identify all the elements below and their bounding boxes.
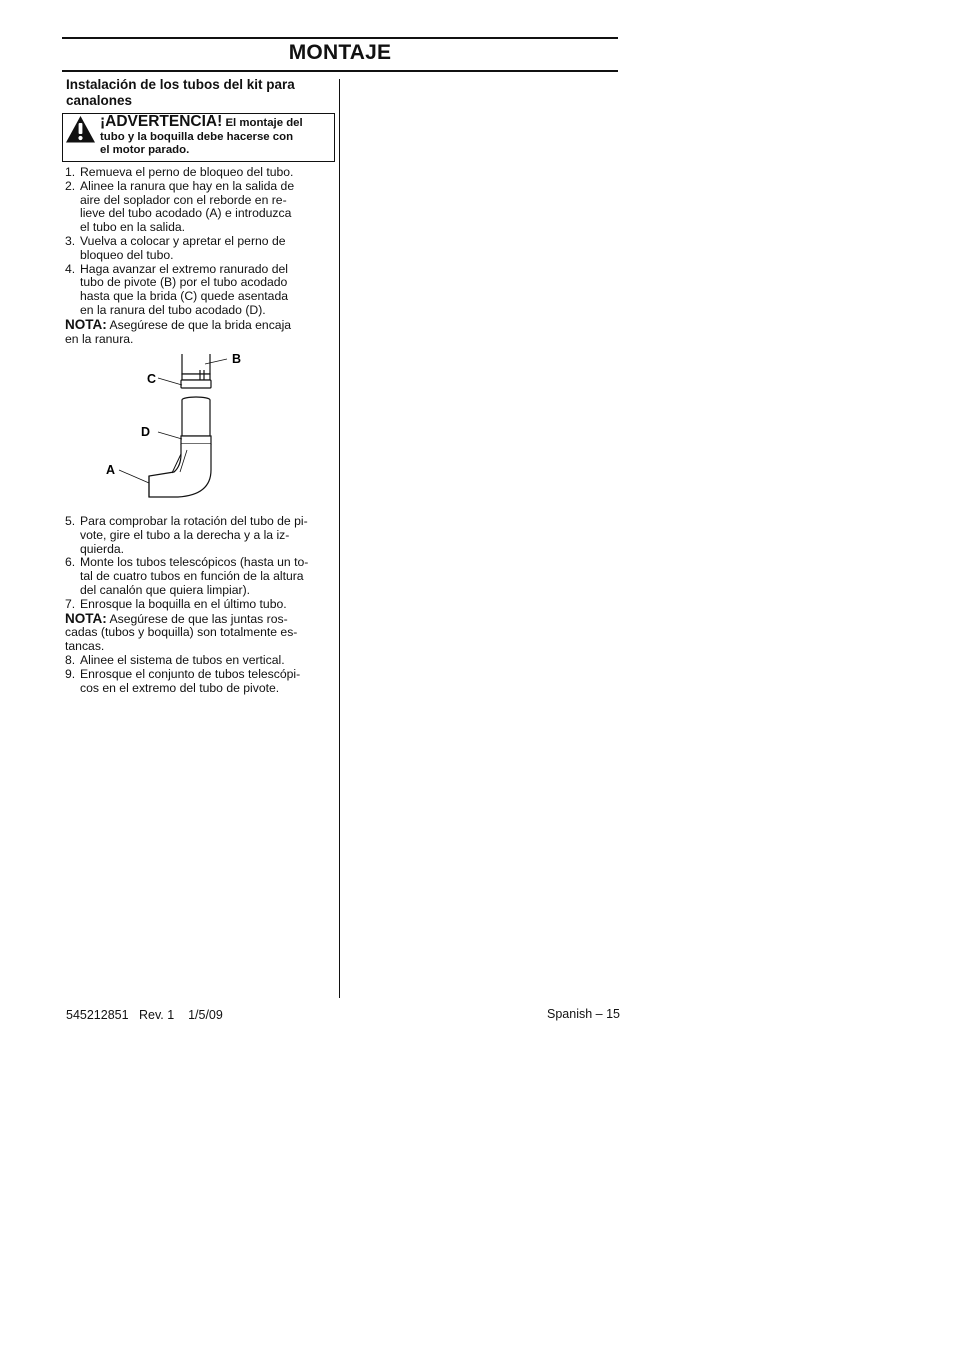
warning-line-2: tubo y la boquilla debe hacerse con [100, 130, 294, 143]
steps-list-a [65, 166, 330, 318]
list-item-line: bloqueo del tubo. [80, 247, 174, 262]
steps-block-1 [65, 166, 330, 346]
warning-box [62, 113, 335, 162]
list-item-number: 4. [65, 261, 76, 276]
list-item [65, 654, 330, 668]
list-item-line: vote, gire el tubo a la derecha y a la iz- [80, 527, 290, 542]
list-item [65, 235, 330, 263]
column-divider [339, 79, 340, 998]
list-item-number: 5. [65, 514, 76, 528]
list-item-line: Para comprobar la rotación del tubo de pi- [80, 514, 308, 528]
header-rule-bottom [62, 70, 618, 72]
list-item [65, 263, 330, 318]
note-2 [65, 612, 330, 654]
list-item-number: 6. [65, 555, 76, 570]
list-item-number: 3. [65, 233, 76, 248]
list-item-line: Enrosque el conjunto de tubos telescópi- [80, 666, 301, 681]
list-item-number: 1. [65, 165, 76, 179]
warning-line-1: El montaje del [225, 117, 303, 129]
tube-assembly-figure [100, 350, 260, 502]
section-title: Instalación de los tubos del kit para canalones [66, 77, 295, 108]
list-item-line: el tubo en la salida. [80, 220, 186, 235]
elbow-tube-a [149, 397, 211, 497]
list-item-line: Monte los tubos telescópicos (hasta un to- [80, 555, 309, 570]
note-2-line-3: tancas. [65, 639, 105, 654]
list-item-line: cos en el extremo del tubo de pivote. [80, 680, 280, 695]
list-item-line: Enrosque la boquilla en el último tubo. [80, 596, 287, 611]
figure-label-a: A [106, 463, 116, 477]
list-item-line: del canalón que quiera limpiar). [80, 582, 251, 597]
list-item-line: Alinee el sistema de tubos en vertical. [80, 652, 285, 667]
list-item-line: tal de cuatro tubos en función de la altura [80, 569, 304, 584]
list-item [65, 515, 330, 556]
note-1-line-1: Asegúrese de que la brida encaja [109, 317, 292, 332]
list-item [65, 668, 330, 696]
figure-label-d: D [141, 425, 151, 439]
list-item-line: aire del soplador con el reborde en re- [80, 192, 287, 207]
pivot-tube-b [181, 354, 211, 388]
list-item-line: hasta que la brida (C) quede asentada [80, 289, 289, 304]
list-item-line: en la ranura del tubo acodado (D). [80, 302, 266, 317]
list-item-number: 8. [65, 652, 76, 667]
note-2-line-1: Asegúrese de que las juntas ros- [109, 611, 288, 626]
list-item-line: Vuelva a colocar y apretar el perno de [80, 233, 286, 248]
steps-list-b [65, 515, 330, 612]
list-item-line: Remueva el perno de bloqueo del tubo. [80, 165, 294, 179]
list-item-line: Haga avanzar el extremo ranurado del [80, 261, 288, 276]
header-rule-top [62, 37, 618, 39]
list-item-line: Alinee la ranura que hay en la salida de [80, 178, 295, 193]
note-1 [65, 318, 330, 347]
warning-text [100, 115, 332, 158]
warning-triangle-icon [65, 115, 96, 144]
page-title: MONTAJE [288, 41, 392, 64]
list-item-number: 2. [65, 178, 76, 193]
note-1-line-2: en la ranura. [65, 331, 134, 346]
footer-page-number: Spanish – 15 [547, 1007, 620, 1021]
figure-label-c: C [147, 372, 157, 386]
steps-block-2 [65, 515, 330, 695]
list-item [65, 166, 330, 180]
list-item [65, 180, 330, 235]
list-item-line: tubo de pivote (B) por el tubo acodado [80, 275, 288, 290]
warning-line-3: el motor parado. [100, 144, 190, 157]
note-1-label: NOTA: [65, 316, 107, 332]
steps-list-c [65, 654, 330, 695]
note-2-label: NOTA: [65, 610, 107, 626]
list-item-line: lieve del tubo acodado (A) e introduzca [80, 206, 292, 221]
note-2-line-2: cadas (tubos y boquilla) son totalmente es- [65, 625, 298, 640]
list-item-number: 9. [65, 666, 76, 681]
list-item [65, 556, 330, 597]
warning-title: ¡ADVERTENCIA! [100, 113, 223, 130]
figure-label-b: B [232, 352, 242, 366]
list-item [65, 598, 330, 612]
list-item-number: 7. [65, 596, 76, 611]
list-item-line: quierda. [80, 541, 125, 556]
footer-document-info: 545212851 Rev. 1 1/5/09 [66, 1008, 223, 1022]
